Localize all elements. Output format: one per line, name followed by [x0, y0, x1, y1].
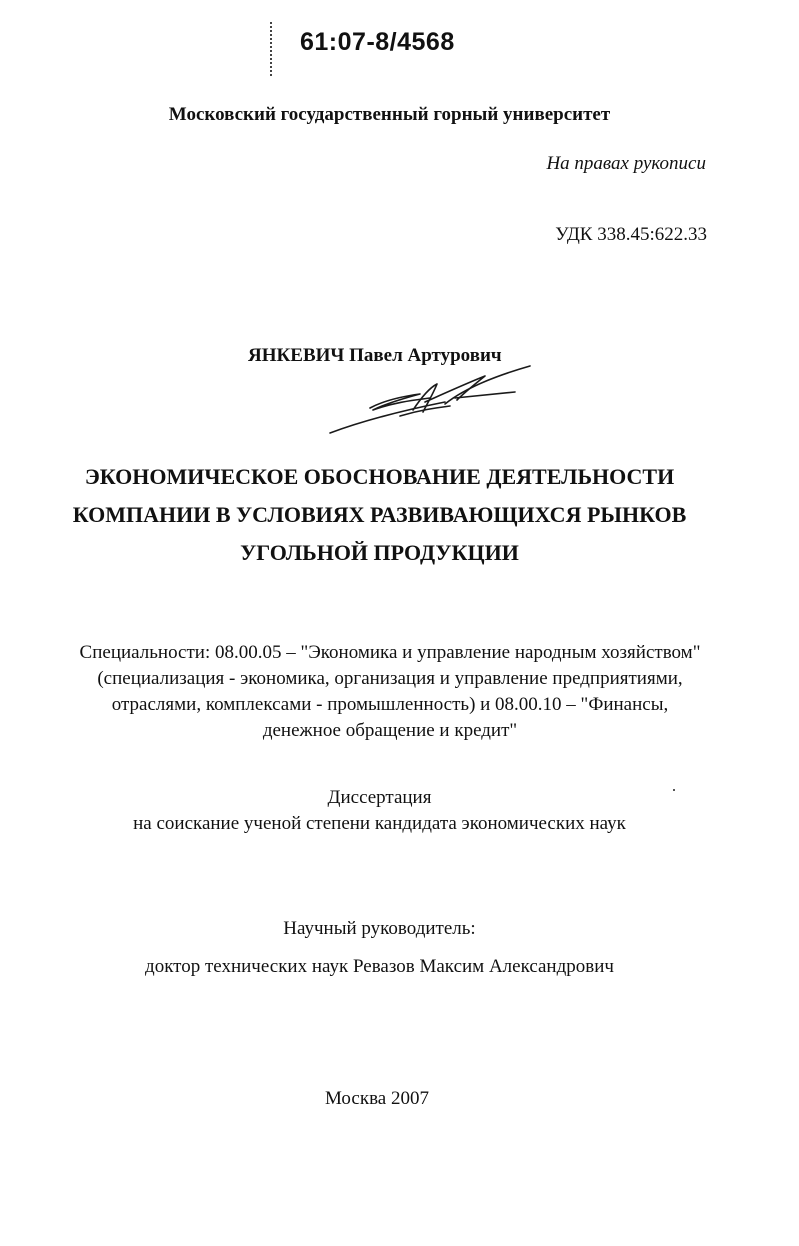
archive-number: 61:07-8/4568	[300, 28, 455, 56]
udc-code: УДК 338.45:622.33	[555, 224, 707, 245]
manuscript-note: На правах рукописи	[546, 153, 706, 174]
dissertation-title	[0, 458, 799, 572]
specialty-block	[40, 640, 740, 744]
author-signature	[325, 358, 540, 438]
specialty-line: Специальности: 08.00.05 – "Экономика и управление народным хозяйством"	[79, 642, 701, 663]
author-name: ЯНКЕВИЧ Павел Артурович	[248, 345, 502, 366]
title-line: УГОЛЬНОЙ ПРОДУКЦИИ	[240, 540, 519, 565]
thesis-block	[0, 785, 799, 837]
title-line: КОМПАНИИ В УСЛОВИЯХ РАЗВИВАЮЩИХСЯ РЫНКОВ	[72, 502, 687, 527]
thesis-degree: на соискание ученой степени кандидата экономических наук	[133, 813, 626, 834]
advisor-name: доктор технических наук Ревазов Максим Александрович	[145, 956, 614, 977]
title-line: ЭКОНОМИЧЕСКОЕ ОБОСНОВАНИЕ ДЕЯТЕЛЬНОСТИ	[84, 464, 675, 489]
university-name: Московский государственный горный университет	[168, 104, 611, 125]
registration-mark	[270, 22, 274, 76]
advisor-block	[0, 918, 799, 978]
specialty-line: отраслями, комплексами - промышленность) и 08.00.10 – "Финансы,	[111, 694, 669, 715]
city-year: Москва 2007	[325, 1088, 429, 1109]
advisor-label: Научный руководитель:	[283, 918, 476, 939]
specialty-line: (специализация - экономика, организация и управление предприятиями,	[97, 668, 683, 689]
thesis-type: Диссертация	[327, 787, 432, 808]
specialty-line: денежное обращение и кредит"	[262, 720, 518, 741]
